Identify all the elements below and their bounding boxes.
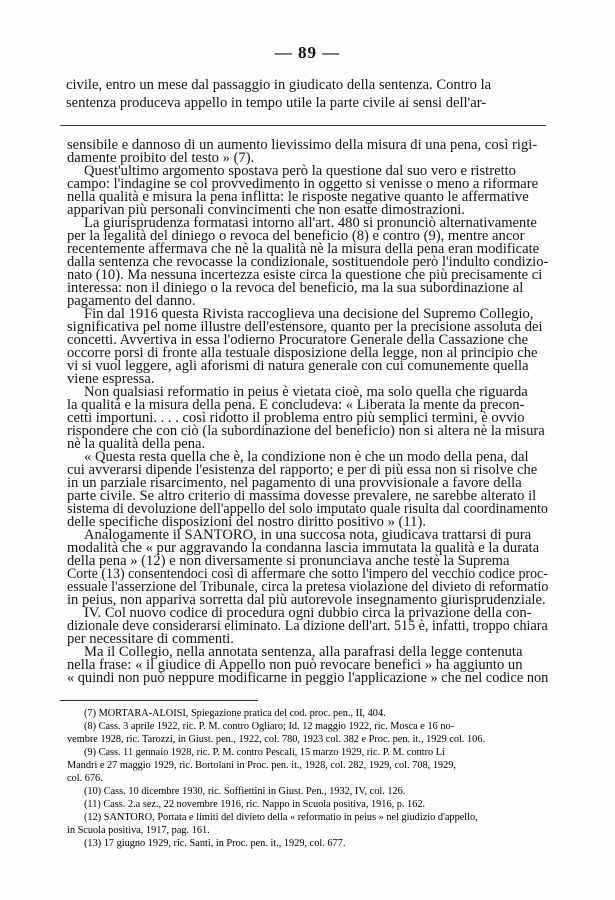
text-line: nella qualità e misura la pena inflitta: le risposte negative quanto le affermative <box>67 189 529 205</box>
text-line: per necessitare di commenti. <box>67 631 234 647</box>
text-line: sensibile e dannoso di un aumento lievissimo della misura di una pena, così rigi- <box>67 137 538 153</box>
text-line: essuale l'asserzione del Tribunale, circa la pretesa violazione del divieto di reformatio <box>67 579 549 595</box>
footnote: (13) 17 giugno 1929, ric. Santi, in Proc. pen. it., 1929, col. 677. <box>84 838 346 849</box>
text-line: recentemente affermava che nè la qualità nè la misura della pena eran modificate <box>67 241 540 257</box>
footnote: (12) SANTORO, Portata e limiti del divieto della « reformatio in peius » nel giudizio d'appello, <box>84 812 478 823</box>
footnote: (7) MORTARA-ALOISI, Spiegazione pratica del cod. proc. pen., II, 404. <box>84 708 386 719</box>
text-line: campo: l'indagine se col provvedimento in oggetto si venisse o meno a riformare <box>67 176 539 192</box>
text-line: « quindi non può neppure modificarne in peggio l'applicazione » che nel codice non <box>67 670 549 686</box>
text-line: significativa pel nome illustre dell'estensore, quanto per la precisione assoluta dei <box>67 319 543 335</box>
text-line: viene espressa. <box>67 371 155 387</box>
footnote: (8) Cass. 3 aprile 1922, ric. P. M. contro Ogliaro; Id. 12 maggio 1922, ric. Mosca e 16 no- <box>84 721 455 732</box>
text-line: delle specifiche disposizioni del nostro diritto positivo » (11). <box>67 514 426 530</box>
text-line: cetti importuni. . . . così ridotto il problema entro più semplici termini, è ovvio <box>67 410 525 426</box>
footnote: (9) Cass. 11 gennaio 1928, ric. P. M. contro Pescali, 15 marzo 1929, ric. P. M. contro Li <box>84 747 445 758</box>
text-line: sistema di devoluzione dell'appello del solo imputato quale risulta dal coordinamento <box>67 501 548 517</box>
section-divider <box>60 125 546 126</box>
text-line: Quest'ultimo argomento spostava però la questione dal suo vero e ristretto <box>84 163 516 179</box>
text-line: pagamento del danno. <box>67 293 196 309</box>
footnote: in Scuola positiva, 1917, pag. 161. <box>67 825 210 836</box>
text-line: vi si vuol leggere, agli aforismi di natura generale con cui comunemente quella <box>67 358 529 374</box>
text-line: cui avverarsi dipende l'esistenza del rapporto; e per di più essa non si risolve che <box>67 462 538 478</box>
footnote: col. 676. <box>67 773 103 784</box>
text-line: la qualità e la misura della pena. E concludeva: « Liberata la mente da precon- <box>67 397 525 413</box>
footnote: (11) Cass. 2.a sez., 22 novembre 1916, ric. Nappo in Scuola positiva, 1916, p. 162. <box>84 799 426 810</box>
text-line: Fin dal 1916 questa Rivista raccoglieva una decisione del Supremo Collegio, <box>84 306 534 322</box>
text-line: parte civile. Se altro criterio di massima dovesse prevalere, ne sarebbe alterato il <box>67 488 537 504</box>
text-line: damente proibito del testo » (7). <box>67 150 255 166</box>
text-line: nella frase: « il giudice di Appello non può revocare benefici » ha aggiunto un <box>67 657 523 673</box>
text-line: Non qualsiasi reformatio in peius è vietata cioè, ma solo quella che riguarda <box>84 384 528 400</box>
text-line: modalità che « pur aggravando la condanna lascia immutata la qualità e la durata <box>67 540 540 556</box>
text-line: rispondere che con ciò (la subordinazione del beneficio) non si altera nè la misura <box>67 423 545 439</box>
text-line: concetti. Avvertiva in essa l'odierno Procuratore Generale della Cassazione che <box>67 332 529 348</box>
text-line: dalla sentenza che revocasse la condizionale, sostituendole però l'indulto condizio- <box>67 254 549 270</box>
text-line: Ma il Collegio, nella annotata sentenza, alla parafrasi della legge contenuta <box>84 644 523 660</box>
text-line: La giurisprudenza formatasi intorno all'art. 480 si pronunciò alternativamente <box>84 215 537 231</box>
footnote: (10) Cass. 10 dicembre 1930, ric. Soffiettini in Giust. Pen., 1932, IV, col. 126. <box>84 786 406 797</box>
footnote-divider <box>60 700 258 701</box>
text-line: in un parziale risarcimento, nel pagamento di una provvisionale a favore della <box>67 475 522 491</box>
text-line: occorre porsi di fronte alla testuale disposizione della legge, non al principio che <box>67 345 538 361</box>
text-line: nè la qualità della pena. <box>67 436 206 452</box>
text-line: della pena » (12) e non diversamente si pronunciava anche testè la Suprema <box>67 553 510 569</box>
page-number: — 89 — <box>274 43 341 62</box>
text-line: apparivan più personali convincimenti che non esatte dimostrazioni. <box>67 202 465 218</box>
text-line: in peius, non appariva sorretta dal più autorevole insegnamento giurisprudenziale. <box>67 592 546 608</box>
text-line: interessa: non il diniego o la revoca del beneficio, ma la sua subordinazione al <box>67 280 524 296</box>
text-line: Corte (13) consentendoci così di affermare che sotto l'impero del vecchio codice proc- <box>67 566 548 582</box>
text-line: IV. Col nuovo codice di procedura ogni dubbio circa la privazione della con- <box>84 605 532 621</box>
text-line: sentenza produceva appello in tempo utile la parte civile ai sensi dell'ar- <box>66 95 487 111</box>
footnote: vembre 1928, ric. Tarozzi, in Giust. pen., 1922, col. 780, 1923 col. 382 e Proc. pen. it., 1929 col. 106. <box>67 734 486 745</box>
text-line: « Questa resta quella che è, la condizione non è che un modo della pena, dal <box>84 449 529 465</box>
text-line: per la legalità del diniego o revoca del beneficio (8) e contro (9), mentre ancor <box>67 228 525 244</box>
text-line: nato (10). Ma nessuna incertezza esiste circa la questione che più precisamente ci <box>67 267 543 283</box>
footnote: Mandri e 27 maggio 1929, ric. Bortolani in Proc. pen. it., 1928, col. 282, 1929, col. 708, 1929, <box>67 760 456 771</box>
text-line: Analogamente il SANTORO, in una succosa nota, giudicava trattarsi di pura <box>84 527 532 543</box>
text-line: civile, entro un mese dal passaggio in giudicato della sentenza. Contro la <box>66 77 492 93</box>
text-line: dizionale deve considerarsi eliminato. La dizione dell'art. 515 è, infatti, troppo chiara <box>67 618 548 634</box>
